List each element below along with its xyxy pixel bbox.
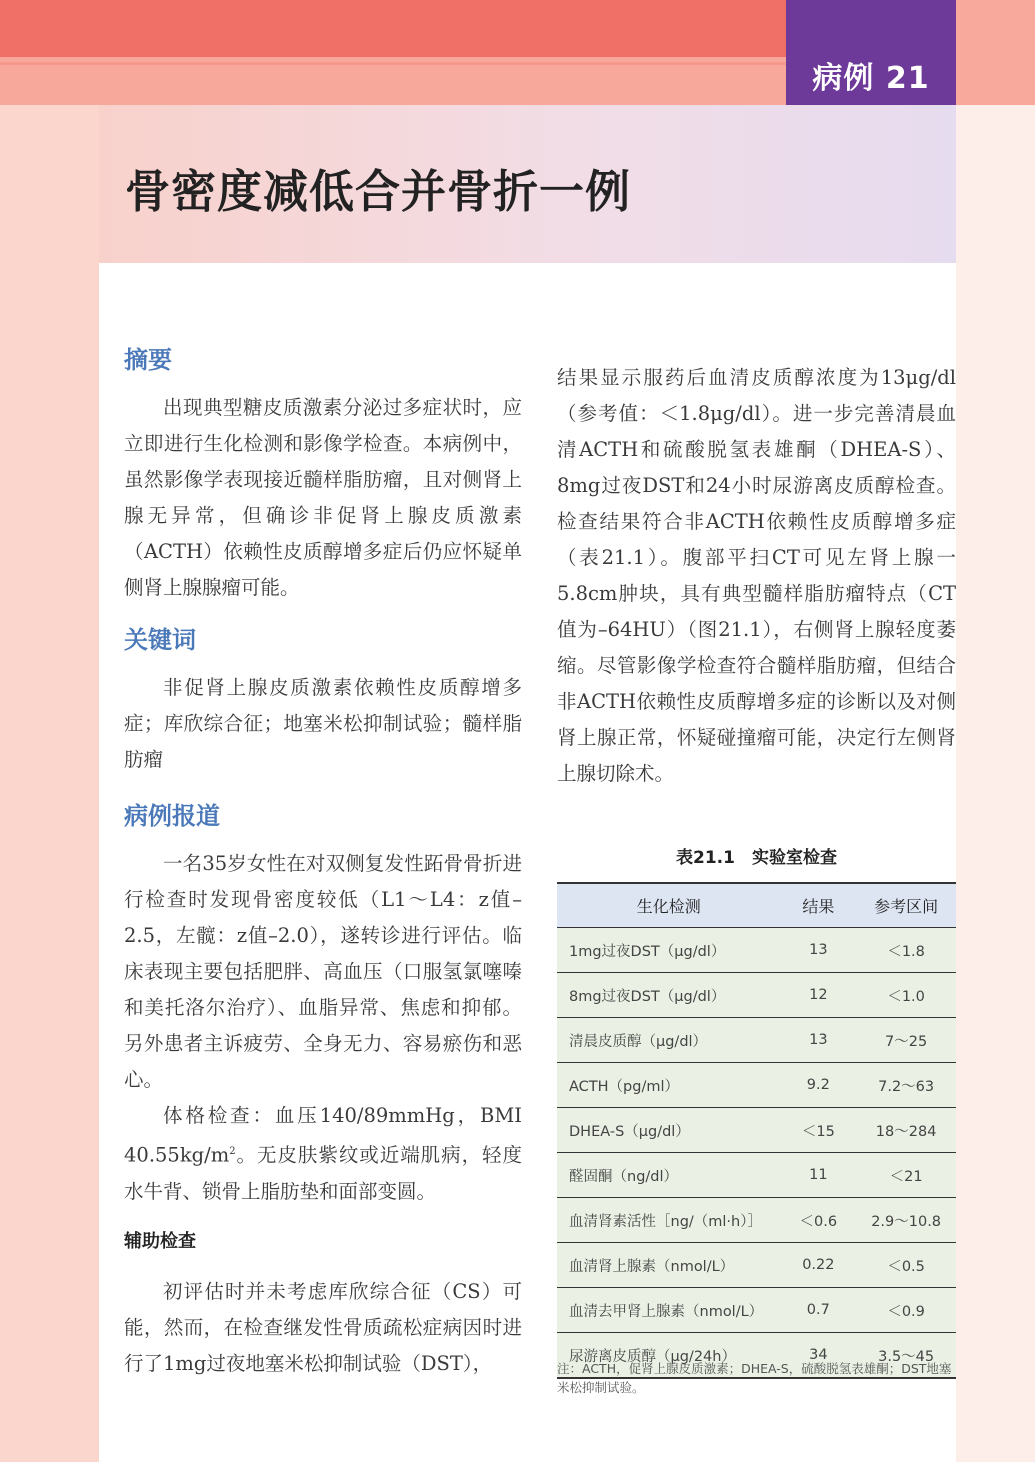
title-bar: [99, 105, 956, 263]
test-reference: 18～284: [856, 1108, 956, 1153]
table-row: [557, 1243, 956, 1288]
exam-text-end: 。无皮肤紫纹或近端肌病，轻度水牛背、锁骨上脂肪垫和面部变圆。: [124, 1143, 522, 1203]
abstract-text: 出现典型糖皮质激素分泌过多症状时，应立即进行生化检测和影像学检查。本病例中，虽然影像学表现接近髓样脂肪瘤，且对侧肾上腺无异常，但确诊非促肾上腺皮质激素（ACTH）依赖性皮质醇增多症后仍应怀疑单侧肾上腺腺瘤可能。: [124, 396, 522, 599]
test-reference: 7.2～63: [856, 1063, 956, 1108]
table-row: [557, 973, 956, 1018]
test-result: 0.22: [780, 1243, 856, 1288]
table-row: [557, 1018, 956, 1063]
table-row: [557, 1108, 956, 1153]
test-reference: 3.5～45: [856, 1333, 956, 1379]
table-row: [557, 1063, 956, 1108]
table-row: [557, 1288, 956, 1333]
exam-superscript: 2: [229, 1146, 236, 1157]
test-reference: 2.9～10.8: [856, 1198, 956, 1243]
table-caption: 表21.1 实验室检查: [676, 848, 837, 868]
left-column: [124, 340, 522, 1382]
aux-exam-heading: 辅助检查: [124, 1230, 196, 1252]
case-report-paragraph-1: 一名35岁女性在对双侧复发性跖骨骨折进行检查时发现骨密度较低（L1～L4：z值–2.5，左髋：z值–2.0），遂转诊进行评估。临床表现主要包括肥胖、高血压（口服氢氯噻嗪和美托洛尔治疗）、血脂异常、焦虑和抑郁。另外患者主诉疲劳、全身无力、容易瘀伤和恶心。: [124, 852, 522, 1091]
top-divider-line: [0, 62, 786, 65]
test-reference: ＜0.9: [856, 1288, 956, 1333]
table-row: [557, 1198, 956, 1243]
header-reference: 参考区间: [856, 883, 956, 928]
right-decor-strip: [956, 0, 1035, 1462]
test-name: 尿游离皮质醇（μg/24h）: [557, 1333, 780, 1379]
aux-exam-paragraph-2: 结果显示服药后血清皮质醇浓度为13μg/dl（参考值：＜1.8μg/dl）。进一步完善清晨血清ACTH和硫酸脱氢表雄酮（DHEA-S）、8mg过夜DST和24小时尿游离皮质醇检查。检查结果符合非ACTH依赖性皮质醇增多症（表21.1）。腹部平扫CT可见左肾上腺一5.8cm肿块，具有典型髓样脂肪瘤特点（CT值为–64HU）（图21.1），右侧肾上腺轻度萎缩。尽管影像学检查符合髓样脂肪瘤，但结合非ACTH依赖性皮质醇增多症的诊断以及对侧肾上腺正常，怀疑碰撞瘤可能，决定行左侧肾上腺切除术。: [557, 366, 956, 785]
header-result: 结果: [780, 883, 856, 928]
aux-exam-paragraph-1: 初评估时并未考虑库欣综合征（CS）可能，然而，在检查继发性骨质疏松症病因时进行了1mg过夜地塞米松抑制试验（DST），: [124, 1279, 522, 1375]
test-name: 醛固酮（ng/dl）: [557, 1153, 780, 1198]
table-header-row: [557, 883, 956, 928]
test-name: 血清去甲肾上腺素（nmol/L）: [557, 1288, 780, 1333]
test-reference: ＜21: [856, 1153, 956, 1198]
test-result: 34: [780, 1333, 856, 1379]
table-row: [557, 928, 956, 973]
test-result: 9.2: [780, 1063, 856, 1108]
case-number-label: 病例 21: [812, 61, 930, 96]
test-name: 1mg过夜DST（μg/dl）: [557, 928, 780, 973]
case-report-paragraph-2: [124, 1098, 522, 1210]
test-reference: ＜0.5: [856, 1243, 956, 1288]
test-name: 8mg过夜DST（μg/dl）: [557, 973, 780, 1018]
case-report-heading: 病例报道: [124, 802, 220, 830]
left-decor-strip: [0, 0, 99, 1462]
exam-text-start: 体格检查：血压140/89mmHg，BMI 40.55kg/m: [124, 1104, 522, 1167]
test-result: 0.7: [780, 1288, 856, 1333]
table-footnote: 注：ACTH，促肾上腺皮质激素；DHEA-S，硫酸脱氢表雄酮；DST地塞米松抑制试验。: [557, 1361, 952, 1395]
test-result: ＜15: [780, 1108, 856, 1153]
test-name: 血清肾素活性［ng/（ml·h）］: [557, 1198, 780, 1243]
test-result: 13: [780, 1018, 856, 1063]
test-name: 血清肾上腺素（nmol/L）: [557, 1243, 780, 1288]
test-result: 12: [780, 973, 856, 1018]
test-reference: ＜1.0: [856, 973, 956, 1018]
lab-results-table: [557, 882, 956, 1379]
test-reference: ＜1.8: [856, 928, 956, 973]
test-result: 11: [780, 1153, 856, 1198]
test-result: 13: [780, 928, 856, 973]
keywords-heading: 关键词: [124, 626, 196, 654]
test-name: 清晨皮质醇（μg/dl）: [557, 1018, 780, 1063]
top-right-band: [956, 0, 1035, 105]
abstract-heading: 摘要: [124, 346, 172, 374]
top-band: [0, 0, 786, 57]
test-reference: 7～25: [856, 1018, 956, 1063]
test-name: ACTH（pg/ml）: [557, 1063, 780, 1108]
test-name: DHEA-S（μg/dl）: [557, 1108, 780, 1153]
right-column: [557, 360, 956, 792]
page-title: 骨密度减低合并骨折一例: [125, 165, 632, 218]
keywords-text: 非促肾上腺皮质激素依赖性皮质醇增多症；库欣综合征；地塞米松抑制试验；髓样脂肪瘤: [124, 676, 522, 771]
case-number-tab: [786, 0, 956, 105]
test-result: ＜0.6: [780, 1198, 856, 1243]
table-row: [557, 1153, 956, 1198]
header-test: 生化检测: [557, 883, 780, 928]
